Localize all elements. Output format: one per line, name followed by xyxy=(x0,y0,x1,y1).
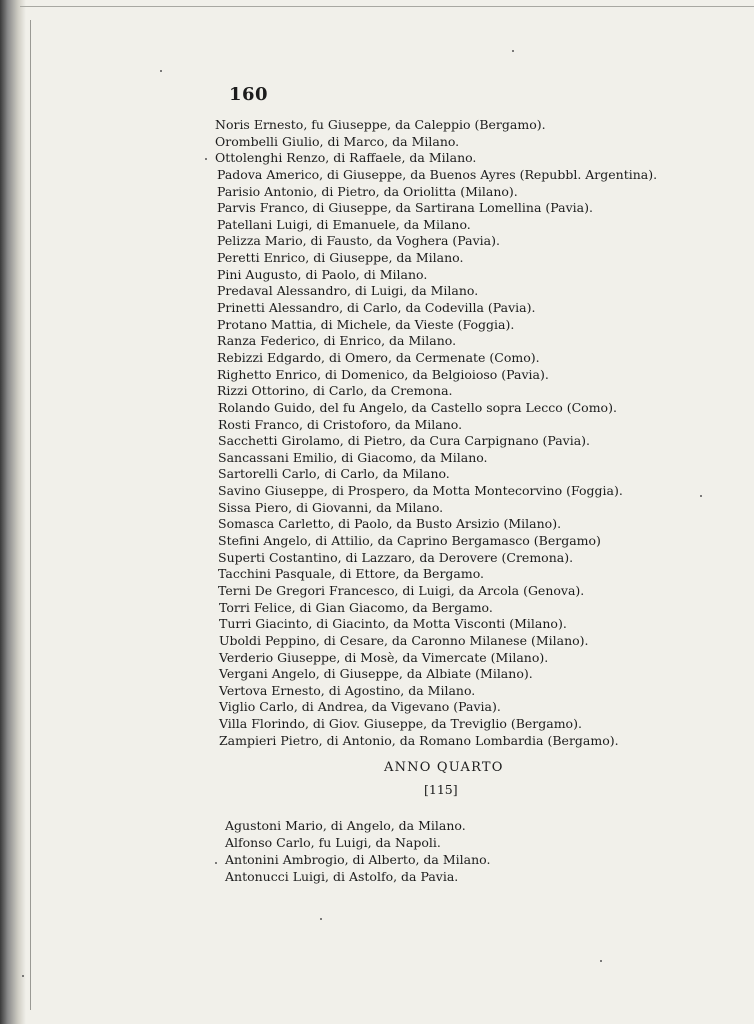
page-top-rule xyxy=(20,6,754,7)
paper-speck xyxy=(215,862,217,864)
list-item: Pini Augusto, di Paolo, di Milano. xyxy=(217,266,428,282)
list-item: Uboldi Peppino, di Cesare, da Caronno Milanese (Milano). xyxy=(219,632,589,648)
list-item: Viglio Carlo, di Andrea, da Vigevano (Pavia). xyxy=(219,699,501,715)
list-item: Sacchetti Girolamo, di Pietro, da Cura Carpignano (Pavia). xyxy=(218,433,591,449)
section-heading: ANNO QUARTO xyxy=(384,760,504,775)
list-item: Sancassani Emilio, di Giacomo, da Milano. xyxy=(218,449,488,465)
paper-speck xyxy=(512,50,514,52)
list-item: Noris Ernesto, fu Giuseppe, da Caleppio (Bergamo). xyxy=(215,117,546,132)
list-item: Predaval Alessandro, di Luigi, da Milano. xyxy=(217,283,479,299)
list-item: Padova Americo, di Giuseppe, da Buenos Ayres (Repubbl. Argentina). xyxy=(217,166,658,182)
name-list-section-2 xyxy=(225,817,645,885)
list-item: Prinetti Alessandro, di Carlo, da Codevilla (Pavia). xyxy=(217,300,536,316)
list-item: Peretti Enrico, di Giuseppe, da Milano. xyxy=(217,250,464,266)
list-item: Righetto Enrico, di Domenico, da Belgioioso (Pavia). xyxy=(217,366,549,382)
list-item: Superti Costantino, di Lazzaro, da Derovere (Cremona). xyxy=(218,549,574,565)
list-item: Rosti Franco, di Cristoforo, da Milano. xyxy=(218,416,463,432)
list-item: Antonucci Luigi, di Astolfo, da Pavia. xyxy=(225,869,459,884)
list-item: Stefini Angelo, di Attilio, da Caprino Bergamasco (Bergamo) xyxy=(218,533,601,549)
list-item: Pelizza Mario, di Fausto, da Voghera (Pavia). xyxy=(217,233,500,249)
list-item: Agustoni Mario, di Angelo, da Milano. xyxy=(225,818,466,833)
list-item: Ottolenghi Renzo, di Raffaele, da Milano. xyxy=(215,150,477,166)
list-item: Terni De Gregori Francesco, di Luigi, da Arcola (Genova). xyxy=(218,582,585,598)
list-item: Sissa Piero, di Giovanni, da Milano. xyxy=(218,499,444,515)
list-item: Rizzi Ottorino, di Carlo, da Cremona. xyxy=(217,383,453,399)
list-item: Ranza Federico, di Enrico, da Milano. xyxy=(217,333,457,349)
list-item: Torri Felice, di Gian Giacomo, da Bergamo. xyxy=(219,599,493,615)
list-item: Savino Giuseppe, di Prospero, da Motta Montecorvino (Foggia). xyxy=(218,483,623,499)
list-item: Vertova Ernesto, di Agostino, da Milano. xyxy=(219,682,476,698)
paper-speck xyxy=(320,918,322,920)
list-item: Tacchini Pasquale, di Ettore, da Bergamo. xyxy=(218,566,485,582)
page-margin-line xyxy=(30,20,31,1010)
list-item: Protano Mattia, di Michele, da Vieste (Foggia). xyxy=(217,316,515,332)
list-item: Sartorelli Carlo, di Carlo, da Milano. xyxy=(218,466,450,482)
paper-speck xyxy=(22,975,24,977)
paper-speck xyxy=(205,158,207,160)
list-item: Rebizzi Edgardo, di Omero, da Cermenate (Como). xyxy=(217,349,540,365)
section-count: [115] xyxy=(424,782,458,797)
list-item: Verderio Giuseppe, di Mosè, da Vimercate (Milano). xyxy=(219,649,549,665)
list-item: Parisio Antonio, di Pietro, da Oriolitta (Milano). xyxy=(217,183,518,199)
paper-speck xyxy=(600,960,602,962)
list-item: Zampieri Pietro, di Antonio, da Romano Lombardia (Bergamo). xyxy=(219,732,619,748)
page-binding-edge xyxy=(0,0,26,1024)
list-item: Antonini Ambrogio, di Alberto, da Milano. xyxy=(225,852,491,867)
list-item: Somasca Carletto, di Paolo, da Busto Arsizio (Milano). xyxy=(218,516,562,532)
list-item: Alfonso Carlo, fu Luigi, da Napoli. xyxy=(225,835,441,850)
page-number: 160 xyxy=(229,84,269,105)
paper-speck xyxy=(160,70,162,72)
list-item: Turri Giacinto, di Giacinto, da Motta Visconti (Milano). xyxy=(219,616,567,632)
list-item: Villa Florindo, di Giov. Giuseppe, da Treviglio (Bergamo). xyxy=(219,716,582,732)
list-item: Vergani Angelo, di Giuseppe, da Albiate (Milano). xyxy=(219,666,533,682)
list-item: Patellani Luigi, di Emanuele, da Milano. xyxy=(217,216,471,232)
list-item: Rolando Guido, del fu Angelo, da Castello sopra Lecco (Como). xyxy=(218,399,617,415)
name-list xyxy=(215,117,735,749)
paper-speck xyxy=(700,495,702,497)
list-item: Orombelli Giulio, di Marco, da Milano. xyxy=(215,133,460,149)
list-item: Parvis Franco, di Giuseppe, da Sartirana Lomellina (Pavia). xyxy=(217,200,593,216)
